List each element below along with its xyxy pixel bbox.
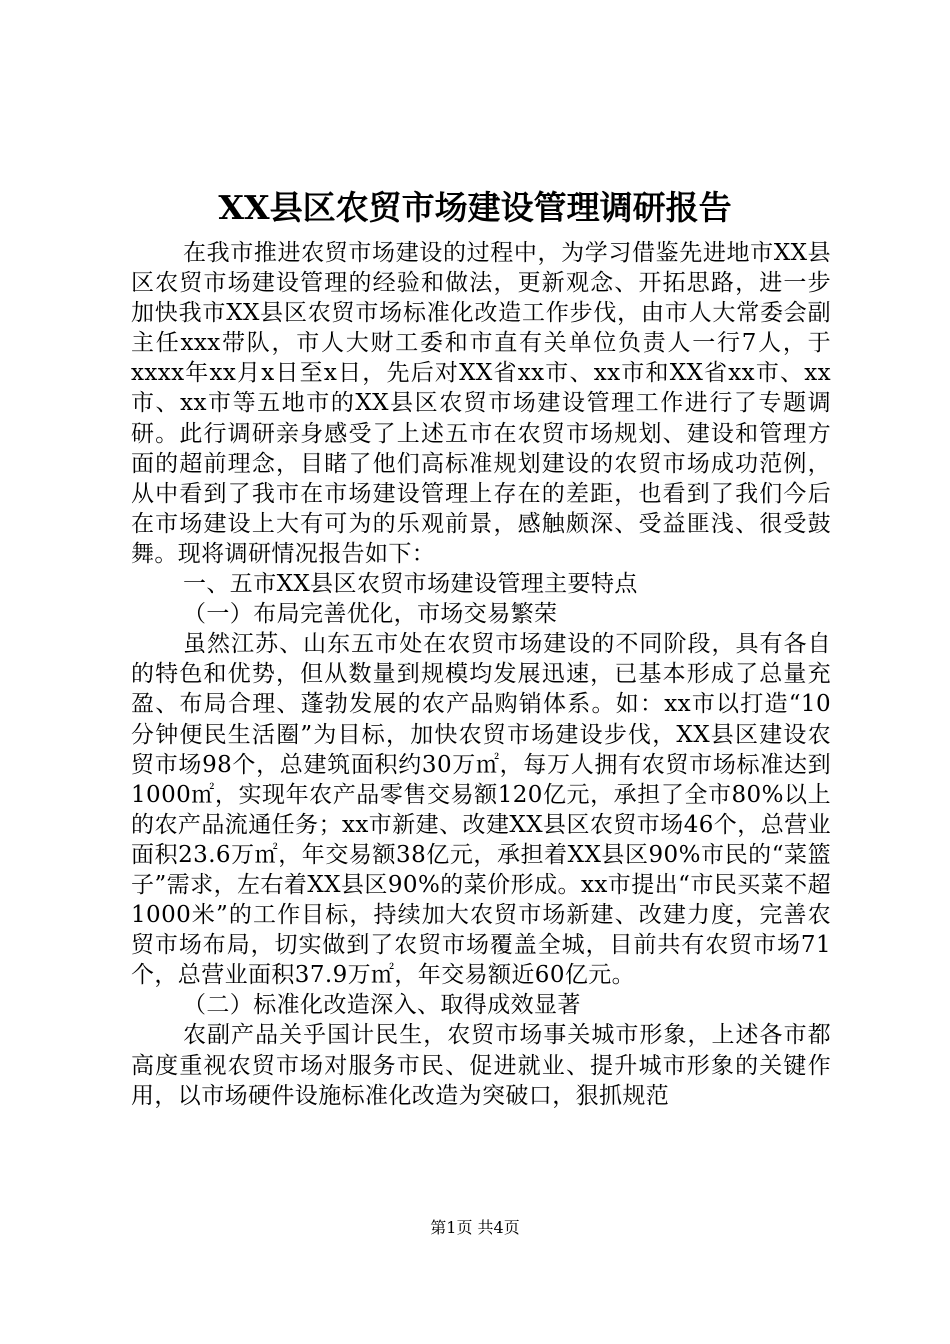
paragraph-intro: 在我市推进农贸市场建设的过程中，为学习借鉴先进地市XX县区农贸市场建设管理的经验和做法，更新观念、开拓思路，进一步加快我市XX县区农贸市场标准化改造工作步伐，由市人大常委会副主任xxx带队，市人大财工委和市直有关单位负责人一行7人，于xxxx年xx月x日至x日，先后对XX省xx市、xx市和XX省xx市、xx市、xx市等五地市的XX县区农贸市场建设管理工作进行了专题调研。此行调研亲身感受了上述五市在农贸市场规划、建设和管理方面的超前理念，目睹了他们高标准规划建设的农贸市场成功范例，从中看到了我市在市场建设管理上存在的差距，也看到了我们今后在市场建设上大有可为的乐观前景，感触颇深、受益匪浅、很受鼓舞。现将调研情况报告如下： xyxy=(131,240,831,567)
subsection-heading-2: （二）标准化改造深入、取得成效显著 xyxy=(183,992,581,1019)
document-title: XX县区农贸市场建设管理调研报告 xyxy=(218,188,732,227)
page-number-footer: 第1页 共4页 xyxy=(430,1218,520,1237)
paragraph-standardization: 农副产品关乎国计民生，农贸市场事关城市形象，上述各市都高度重视农贸市场对服务市民、促进就业、提升城市形象的关键作用，以市场硬件设施标准化改造为突破口，狠抓规范 xyxy=(131,1022,831,1109)
paragraph-layout: 虽然江苏、山东五市处在农贸市场建设的不同阶段，具有各自的特色和优势，但从数量到规模均发展迅速，已基本形成了总量充盈、布局合理、蓬勃发展的农产品购销体系。如：xx市以打造“10分钟便民生活圈”为目标，加快农贸市场建设步伐，XX县区建设农贸市场98个，总建筑面积约30万㎡，每万人拥有农贸市场标准达到1000㎡，实现年农产品零售交易额120亿元，承担了全市80%以上的农产品流通任务；xx市新建、改建XX县区农贸市场46个，总营业面积23.6万㎡，年交易额38亿元，承担着XX县区90%市民的“菜篮子”需求，左右着XX县区90%的菜价形成。xx市提出“市民买菜不超1000米”的工作目标，持续加大农贸市场新建、改建力度，完善农贸市场布局，切实做到了农贸市场覆盖全城，目前共有农贸市场71个，总营业面积37.9万㎡，年交易额近60亿元。 xyxy=(131,631,831,989)
section-heading-1: 一、五市XX县区农贸市场建设管理主要特点 xyxy=(183,571,638,598)
document-body xyxy=(131,238,831,1111)
subsection-heading-1: （一）布局完善优化，市场交易繁荣 xyxy=(183,601,558,628)
